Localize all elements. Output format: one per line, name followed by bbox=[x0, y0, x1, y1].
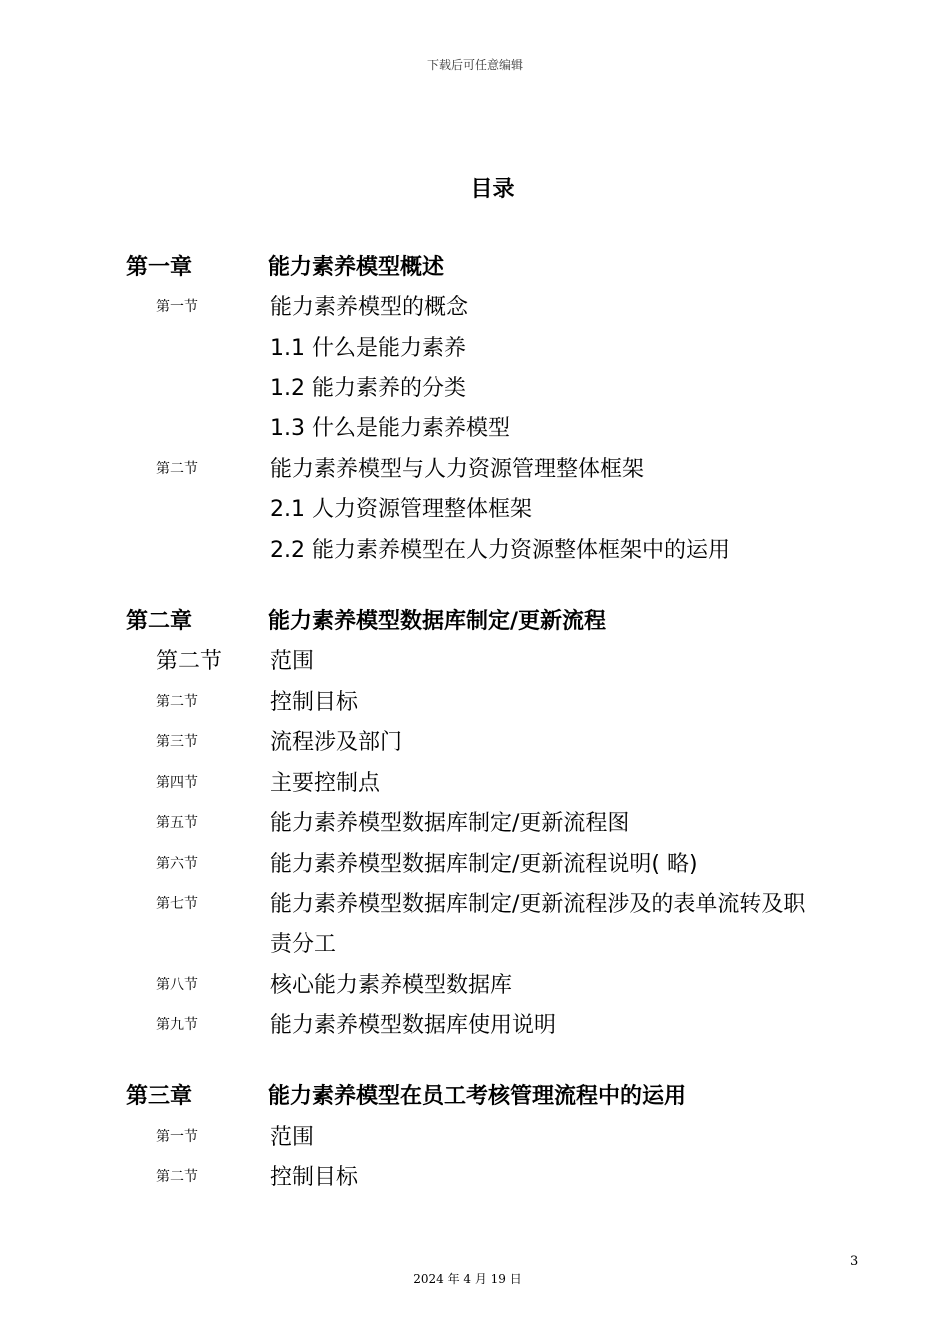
chapter-label: 第二章 bbox=[126, 609, 193, 634]
chapter-label: 第一章 bbox=[126, 255, 193, 280]
page-footer-date: 2024 年 4 月 19 日 bbox=[413, 1272, 522, 1286]
section-title-continued: 责分工 bbox=[270, 932, 337, 957]
toc-entry bbox=[0, 371, 950, 411]
section-label: 第四节 bbox=[156, 775, 198, 791]
toc-entry bbox=[0, 927, 950, 967]
toc-entry bbox=[0, 968, 950, 1008]
toc-entry bbox=[0, 452, 950, 492]
chapter-row bbox=[0, 1079, 950, 1119]
section-title: 能力素养模型数据库制定/更新流程涉及的表单流转及职 bbox=[270, 892, 806, 917]
subsection-title: 1.2 能力素养的分类 bbox=[270, 376, 466, 401]
subsection-title: 1.3 什么是能力素养模型 bbox=[270, 416, 510, 441]
section-title: 能力素养模型数据库使用说明 bbox=[270, 1013, 557, 1038]
section-label: 第六节 bbox=[156, 856, 198, 872]
section-label: 第八节 bbox=[156, 977, 198, 993]
toc-entry bbox=[0, 1120, 950, 1160]
chapter-title: 能力素养模型在员工考核管理流程中的运用 bbox=[268, 1084, 687, 1109]
section-label: 第二节 bbox=[156, 461, 198, 477]
subsection-title: 1.1 什么是能力素养 bbox=[270, 336, 466, 361]
section-title: 控制目标 bbox=[270, 1165, 359, 1190]
subsection-title: 2.2 能力素养模型在人力资源整体框架中的运用 bbox=[270, 538, 730, 563]
toc-entry bbox=[0, 887, 950, 927]
section-label: 第七节 bbox=[156, 896, 198, 912]
section-title: 能力素养模型与人力资源管理整体框架 bbox=[270, 457, 645, 482]
toc-entry bbox=[0, 1160, 950, 1200]
toc-entry bbox=[0, 766, 950, 806]
toc-entry bbox=[0, 847, 950, 887]
section-label: 第九节 bbox=[156, 1017, 198, 1033]
toc-entry bbox=[0, 492, 950, 532]
chapter-title: 能力素养模型概述 bbox=[268, 255, 445, 280]
toc-entry bbox=[0, 806, 950, 846]
section-label: 第二节 bbox=[156, 694, 198, 710]
section-title: 控制目标 bbox=[270, 690, 359, 715]
section-title: 范围 bbox=[270, 649, 315, 674]
section-label: 第一节 bbox=[156, 1129, 198, 1145]
toc-title: 目录 bbox=[470, 177, 515, 202]
toc-entry bbox=[0, 644, 950, 684]
subsection-title: 2.1 人力资源管理整体框架 bbox=[270, 497, 532, 522]
section-label: 第二节 bbox=[156, 1169, 198, 1185]
section-title: 能力素养模型数据库制定/更新流程图 bbox=[270, 811, 630, 836]
section-title: 能力素养模型的概念 bbox=[270, 295, 469, 320]
chapter-label: 第三章 bbox=[126, 1084, 193, 1109]
toc-entry bbox=[0, 331, 950, 371]
section-title: 核心能力素养模型数据库 bbox=[270, 973, 513, 998]
section-title: 流程涉及部门 bbox=[270, 730, 403, 755]
toc-entry bbox=[0, 411, 950, 451]
section-title: 范围 bbox=[270, 1125, 315, 1150]
page-number: 3 bbox=[850, 1254, 859, 1269]
section-label: 第二节 bbox=[156, 649, 223, 674]
section-label: 第一节 bbox=[156, 299, 198, 315]
section-title: 能力素养模型数据库制定/更新流程说明( 略) bbox=[270, 852, 698, 877]
toc-entry bbox=[0, 725, 950, 765]
toc-entry bbox=[0, 1008, 950, 1048]
toc-entry bbox=[0, 533, 950, 573]
section-title: 主要控制点 bbox=[270, 771, 381, 796]
page-header: 下载后可任意编辑 bbox=[426, 58, 523, 72]
section-label: 第五节 bbox=[156, 815, 198, 831]
chapter-row bbox=[0, 250, 950, 290]
section-label: 第三节 bbox=[156, 734, 198, 750]
toc-entry bbox=[0, 290, 950, 330]
chapter-title: 能力素养模型数据库制定/更新流程 bbox=[268, 609, 607, 634]
toc-entry bbox=[0, 685, 950, 725]
chapter-row bbox=[0, 604, 950, 644]
